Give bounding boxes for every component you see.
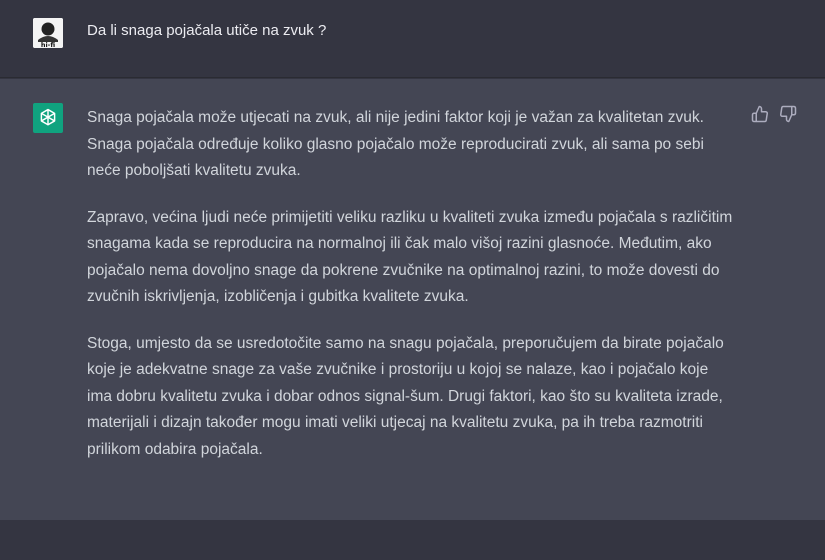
user-message-row bbox=[0, 0, 825, 78]
bottom-area bbox=[0, 520, 825, 560]
answer-paragraph-3: Stoga, umjesto da se usredotočite samo na snagu pojačala, preporučujem da birate pojačalo koje je adekvatne snage za vaše zvučnike i prostoriju u kojoj se nalaze, kao i pojačalo koje ima dobru kvalitetu zvuka i dobar odnos signal-šum. Drugi faktori, kao što su kvaliteta izrade, materijali i dizajn također mogu imati veliki utjecaj na kvalitetu zvuka, pa ih treba razmotriti prilikom odabira pojačala. bbox=[87, 334, 724, 458]
answer-paragraph-2: Zapravo, većina ljudi neće primijetiti veliku razliku u kvaliteti zvuka između pojačala s različitim snagama kada se reproducira na normalnoj ili čak malo višoj razini glasnoće. Međutim, ako pojačalo nema dovoljno snage da pokrene zvučnike na optimalnoj razini, to može dovesti do zvučnih iskrivljenja, izobličenja i gubitka kvalitete zvuka. bbox=[87, 208, 733, 305]
assistant-message-text bbox=[87, 105, 737, 483]
hifi-avatar-icon bbox=[33, 18, 63, 48]
feedback-buttons bbox=[751, 105, 797, 123]
avatar-text: hi-fi bbox=[40, 41, 56, 48]
thumbs-up-icon[interactable] bbox=[751, 105, 769, 123]
thumbs-down-icon[interactable] bbox=[779, 105, 797, 123]
user-message-text: Da li snaga pojačala utiče na zvuk ? bbox=[87, 22, 327, 39]
answer-paragraph-1: Snaga pojačala može utjecati na zvuk, ali nije jedini faktor koji je važan za kvalitetan zvuk. Snaga pojačala određuje koliko glasno pojačalo može reproducirati zvuk, ali sama po sebi neće poboljšati kvalitetu zvuka. bbox=[87, 109, 704, 179]
assistant-message-row bbox=[0, 79, 825, 520]
assistant-avatar bbox=[33, 103, 63, 133]
openai-logo-icon bbox=[37, 107, 59, 129]
user-avatar bbox=[33, 18, 63, 48]
